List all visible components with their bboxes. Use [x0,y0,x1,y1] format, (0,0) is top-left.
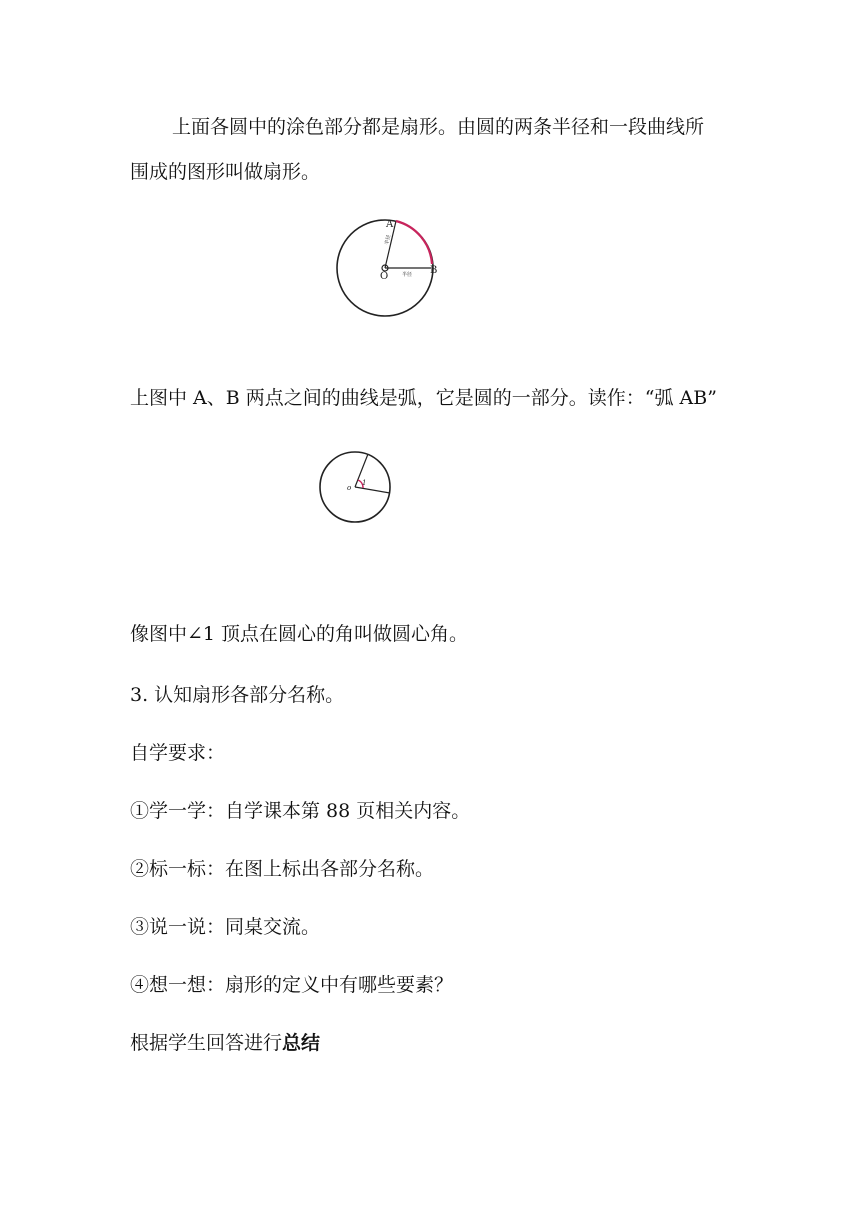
section-3-heading: 3. 认知扇形各部分名称。 [130,684,345,706]
figure1-label-b: B [430,265,438,276]
central-angle-paragraph: 像图中∠1 顶点在圆心的角叫做圆心角。 [130,623,469,645]
figure2-label-angle: 1 [362,479,367,487]
arc-paragraph: 上图中 A、B 两点之间的曲线是弧，它是圆的一部分。读作：“弧 AB” [130,387,717,409]
step-1: ①学一学：自学课本第 88 页相关内容。 [130,800,471,822]
summary-prefix: 根据学生回答进行 [130,1032,283,1054]
step-2: ②标一标：在图上标出各部分名称。 [130,858,435,880]
sector-figure [330,210,450,320]
summary-line [130,1031,320,1055]
step-3: ③说一说：同桌交流。 [130,916,321,938]
summary-bold: 总结 [282,1032,321,1054]
intro-paragraph-line2: 围成的图形叫做扇形。 [130,161,321,183]
figure1-label-radius-1: 半径 [384,234,393,246]
figure2-radius-lower [355,487,390,493]
figure1-label-o: O [380,271,389,282]
self-study-heading: 自学要求： [130,742,226,764]
central-angle-figure [315,445,400,530]
figure2-label-o: o [347,484,352,492]
step-4: ④想一想：扇形的定义中有哪些要素？ [130,974,454,996]
intro-paragraph-line1: 上面各圆中的涂色部分都是扇形。由圆的两条半径和一段曲线所 [172,116,705,138]
figure1-label-a: A [386,219,394,230]
figure1-label-radius-2: 半径 [402,272,413,278]
